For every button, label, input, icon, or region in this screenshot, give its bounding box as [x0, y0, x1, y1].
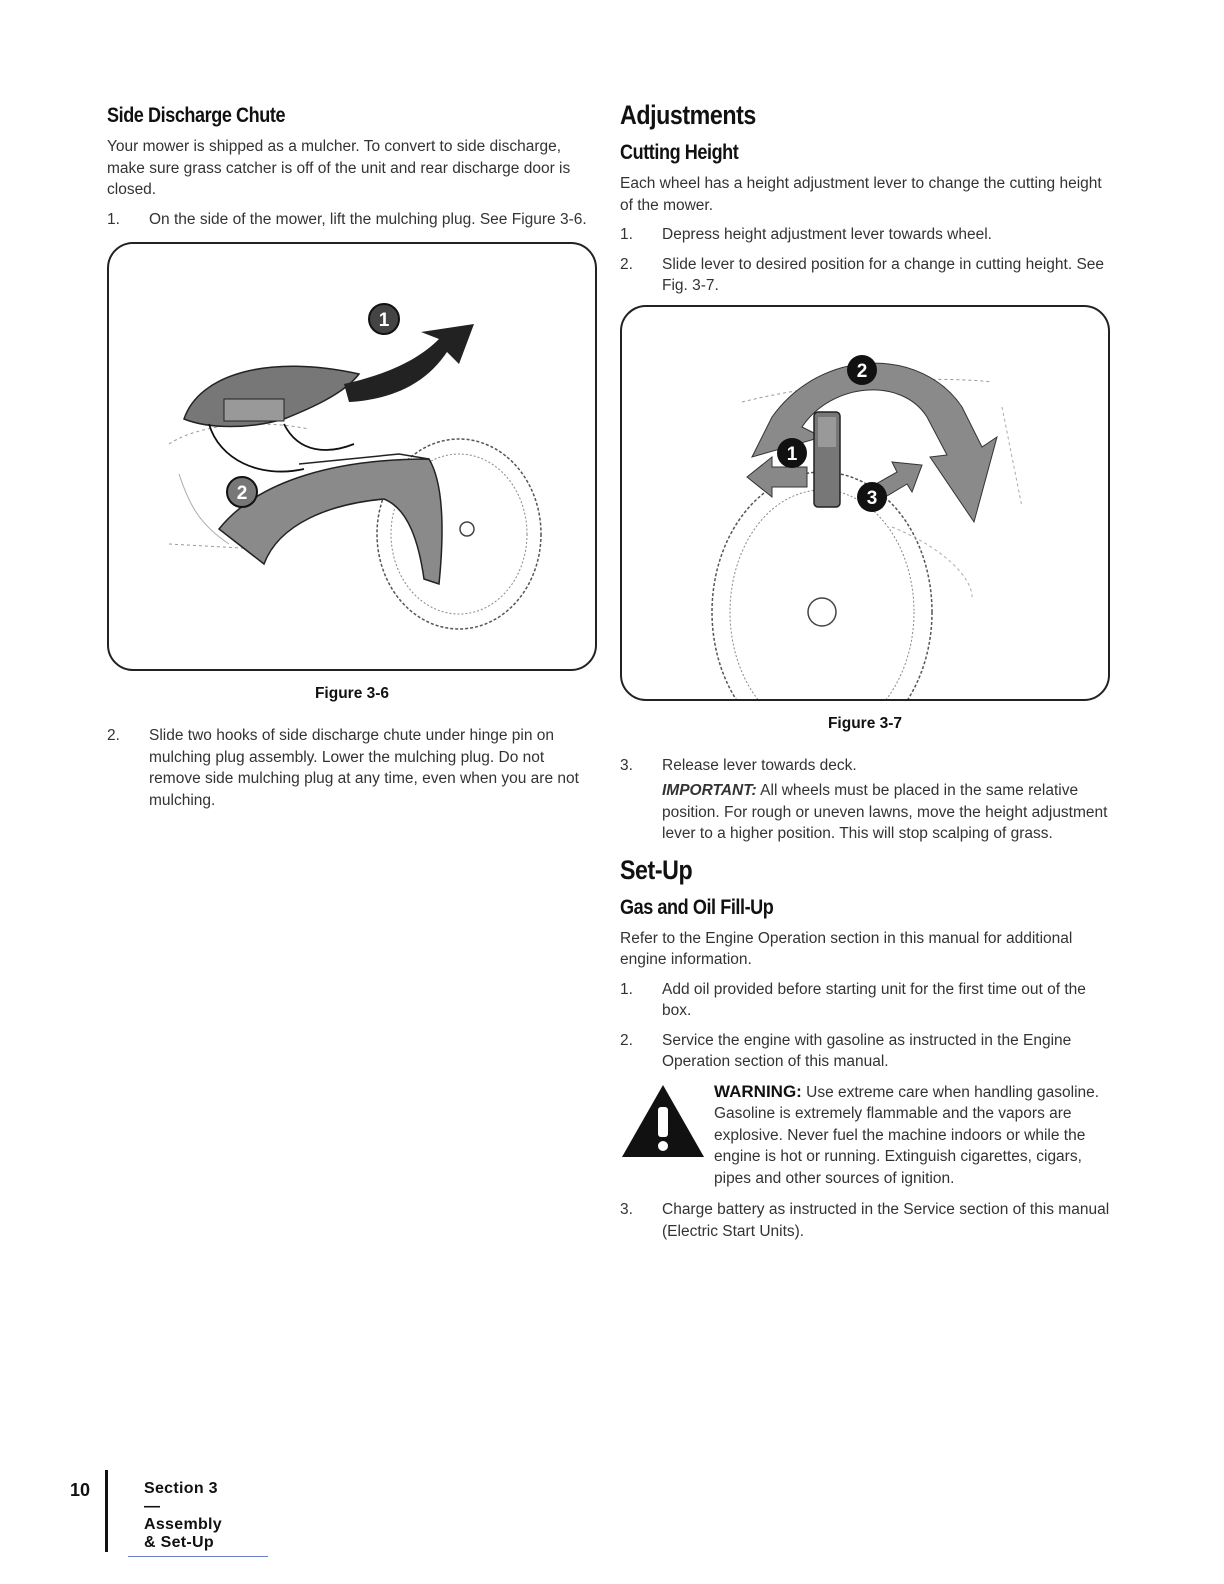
- adjustments-heading: Adjustments: [620, 100, 756, 130]
- figure-3-6: [107, 242, 597, 671]
- step-number: 3.: [620, 1201, 633, 1218]
- step-text: Slide lever to desired position for a change in cutting height. See Fig. 3-7.: [662, 255, 1105, 294]
- step-text: Release lever towards deck.: [662, 756, 857, 774]
- svg-text:2: 2: [236, 483, 248, 504]
- step-number: 3.: [620, 756, 633, 774]
- step-text: Slide two hooks of side discharge chute under hinge pin on mulching plug assembly. Lower the mulching plug. Do not remove side mulching plug at any time, even when you are not mulching.: [149, 727, 579, 809]
- svg-text:3: 3: [866, 487, 878, 509]
- step-number: 1.: [620, 226, 633, 243]
- warning-box: [620, 1081, 1110, 1190]
- warning-triangle-icon: [620, 1081, 714, 1190]
- svg-text:1: 1: [786, 443, 798, 465]
- cutting-height-heading: Cutting Height: [620, 141, 739, 164]
- list-item: [620, 979, 1110, 1022]
- callout-1: [369, 304, 399, 334]
- page-number: 10: [70, 1480, 91, 1500]
- gas-oil-heading: Gas and Oil Fill-Up: [620, 895, 774, 919]
- step-text: On the side of the mower, lift the mulching plug. See Figure 3-6.: [149, 210, 587, 228]
- step-text: Charge battery as instructed in the Service section of this manual (Electric Start Units).: [662, 1201, 1110, 1240]
- step-number: 2.: [620, 1031, 633, 1049]
- step-text: Add oil provided before starting unit for the first time out of the box.: [662, 980, 1086, 1019]
- right-column: [620, 100, 1110, 1250]
- bottom-rule: [128, 1556, 268, 1557]
- mulching-plug-illustration: [109, 244, 595, 669]
- callout-1: [777, 438, 807, 468]
- footer-section-title: Section 3 — Assembly & Set-Up: [144, 1480, 222, 1551]
- step-text: Service the engine with gasoline as instructed in the Engine Operation section of this manual.: [662, 1031, 1072, 1070]
- figure-3-7-caption: Figure 3-7: [827, 714, 903, 732]
- warning-body: Use extreme care when handling gasoline. Gasoline is extremely flammable and the vapors are explosive. Never fuel the machine indoors or while the engine is hot or running. Extinguish cigarettes, cigars, pipes and other sources of ignition.: [714, 1083, 1100, 1187]
- important-text: All wheels must be placed in the same relative position. For rough or uneven lawns, move the height adjustment lever to a higher position. This will stop scalping of grass.: [662, 782, 1108, 842]
- svg-text:1: 1: [378, 310, 390, 331]
- callout-2: [227, 477, 257, 507]
- footer-divider: [105, 1470, 108, 1552]
- left-column: [107, 100, 597, 819]
- list-item: [107, 725, 597, 811]
- step-number: 2.: [107, 727, 120, 744]
- step-text: Depress height adjustment lever towards wheel.: [662, 226, 992, 243]
- step-number: 1.: [107, 210, 120, 228]
- callout-2: [847, 355, 877, 385]
- important-label: IMPORTANT:: [662, 782, 757, 799]
- setup-heading: Set-Up: [620, 854, 693, 885]
- warning-label: WARNING:: [714, 1081, 802, 1101]
- side-discharge-intro: Your mower is shipped as a mulcher. To convert to side discharge, make sure grass catcher is off of the unit and rear discharge door is closed.: [107, 138, 571, 198]
- svg-text:2: 2: [856, 360, 868, 382]
- figure-3-7: [620, 305, 1110, 701]
- side-discharge-heading: Side Discharge Chute: [107, 104, 286, 127]
- list-item: [620, 1030, 1110, 1073]
- list-item: [620, 1199, 1110, 1242]
- gas-oil-intro: Refer to the Engine Operation section in this manual for additional engine information.: [620, 929, 1073, 968]
- figure-3-6-caption: Figure 3-6: [314, 685, 390, 702]
- important-note: [662, 780, 1110, 845]
- step-number: 1.: [620, 980, 633, 998]
- list-item: [107, 209, 597, 231]
- callout-3: [857, 482, 887, 512]
- list-item: [620, 224, 1110, 246]
- list-item: [620, 254, 1110, 297]
- warning-text: [714, 1081, 1110, 1190]
- list-item: [620, 755, 1110, 777]
- cutting-height-intro: Each wheel has a height adjustment lever to change the cutting height of the mower.: [620, 175, 1102, 214]
- step-number: 2.: [620, 255, 633, 273]
- height-lever-illustration: [622, 307, 1108, 699]
